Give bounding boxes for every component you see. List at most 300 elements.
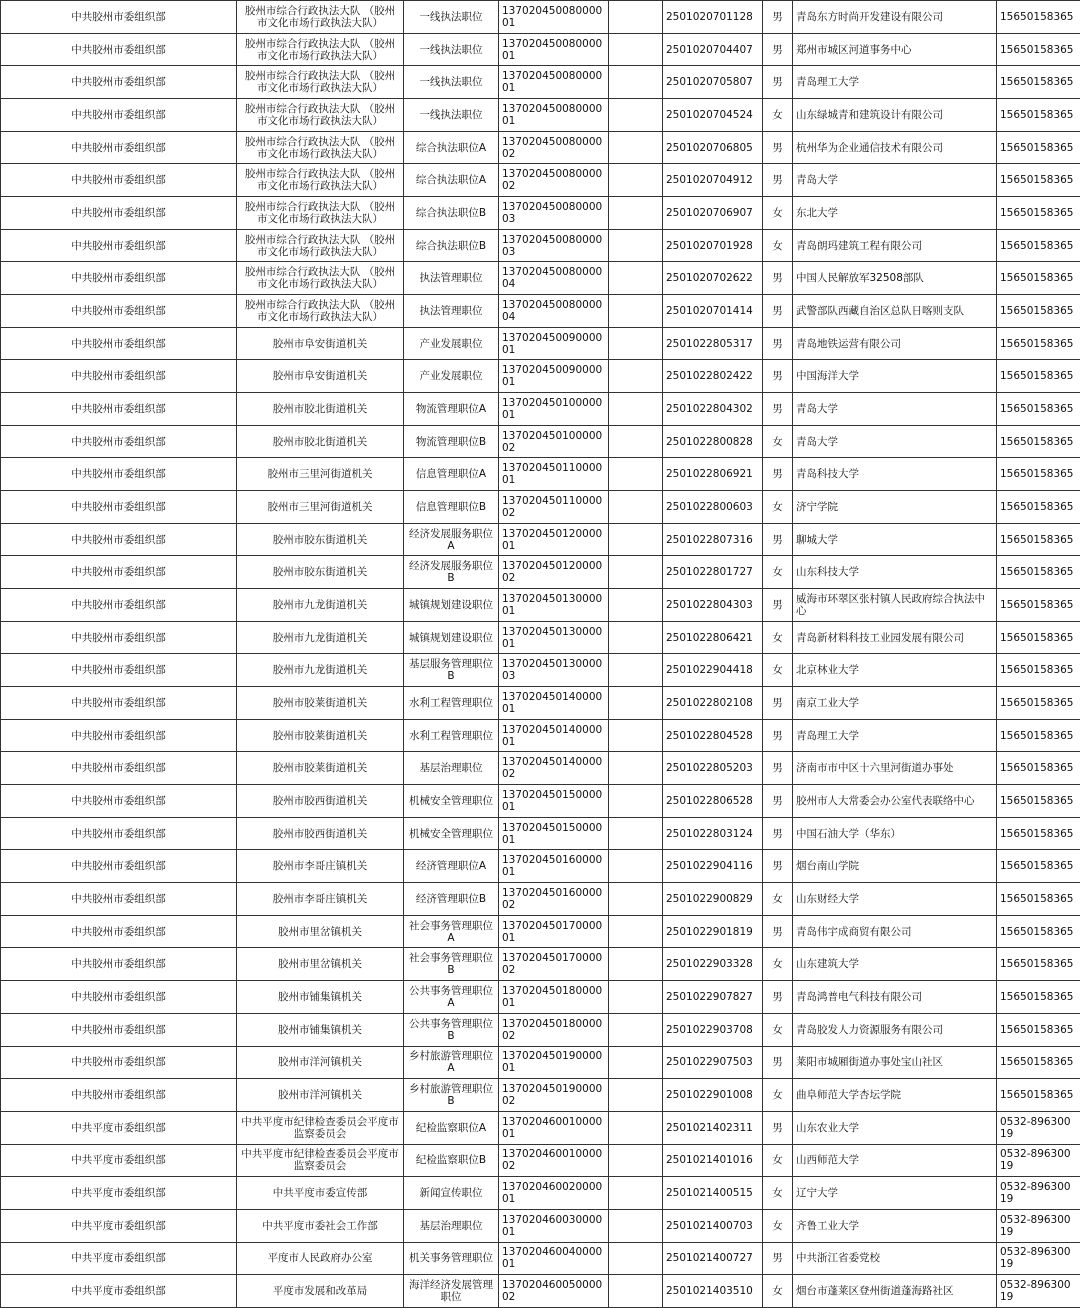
hiring-unit-cell: 中共平度市纪律检查委员会平度市监察委员会 <box>237 1144 404 1177</box>
position-name-cell: 一线执法职位 <box>404 33 499 66</box>
blank-cell <box>609 850 663 883</box>
table-row <box>1 621 1080 654</box>
table-row <box>1 654 1080 687</box>
position-name-cell: 社会事务管理职位B <box>404 948 499 981</box>
blank-cell <box>609 621 663 654</box>
hiring-unit-cell: 平度市发展和改革局 <box>237 1275 404 1308</box>
position-code-cell: 13702045019000002 <box>499 1079 609 1112</box>
phone-cell: 0532-89630019 <box>997 1111 1080 1144</box>
hiring-unit-cell: 中共平度市纪律检查委员会平度市监察委员会 <box>237 1111 404 1144</box>
gender-cell: 男 <box>763 915 793 948</box>
exam-id-cell: 2501020704407 <box>663 33 763 66</box>
position-name-cell: 一线执法职位 <box>404 66 499 99</box>
position-name-cell: 公共事务管理职位A <box>404 981 499 1014</box>
table-row <box>1 491 1080 524</box>
phone-cell: 15650158365 <box>997 785 1080 818</box>
recruiting-org-cell: 中共胶州市委组织部 <box>1 850 237 883</box>
recruiting-org-cell: 中共胶州市委组织部 <box>1 425 237 458</box>
blank-cell <box>609 589 663 622</box>
position-name-cell: 信息管理职位A <box>404 458 499 491</box>
position-code-cell: 13702046001000001 <box>499 1111 609 1144</box>
table-row <box>1 719 1080 752</box>
blank-cell <box>609 393 663 426</box>
table-row <box>1 948 1080 981</box>
recruiting-org-cell: 中共胶州市委组织部 <box>1 523 237 556</box>
gender-cell: 女 <box>763 99 793 132</box>
recruiting-org-cell: 中共胶州市委组织部 <box>1 785 237 818</box>
exam-id-cell: 2501022907827 <box>663 981 763 1014</box>
position-code-cell: 13702045012000001 <box>499 523 609 556</box>
phone-cell: 0532-89630019 <box>997 1275 1080 1308</box>
gender-cell: 女 <box>763 654 793 687</box>
recruiting-org-cell: 中共平度市委组织部 <box>1 1144 237 1177</box>
table-row <box>1 360 1080 393</box>
blank-cell <box>609 1013 663 1046</box>
school-employer-cell: 青岛胶发人力资源服务有限公司 <box>793 1013 997 1046</box>
phone-cell: 15650158365 <box>997 589 1080 622</box>
position-name-cell: 综合执法职位A <box>404 131 499 164</box>
gender-cell: 男 <box>763 589 793 622</box>
position-code-cell: 13702045013000001 <box>499 589 609 622</box>
school-employer-cell: 中国石油大学（华东） <box>793 817 997 850</box>
hiring-unit-cell: 胶州市综合行政执法大队 （胶州市文化市场行政执法大队） <box>237 295 404 328</box>
blank-cell <box>609 654 663 687</box>
exam-id-cell: 2501021400703 <box>663 1209 763 1242</box>
blank-cell <box>609 981 663 1014</box>
exam-id-cell: 2501022803124 <box>663 817 763 850</box>
recruiting-org-cell: 中共胶州市委组织部 <box>1 393 237 426</box>
gender-cell: 女 <box>763 1177 793 1210</box>
gender-cell: 男 <box>763 33 793 66</box>
exam-id-cell: 2501021400727 <box>663 1242 763 1275</box>
blank-cell <box>609 458 663 491</box>
hiring-unit-cell: 胶州市胶西街道机关 <box>237 785 404 818</box>
table-row <box>1 883 1080 916</box>
recruiting-org-cell: 中共胶州市委组织部 <box>1 458 237 491</box>
blank-cell <box>609 948 663 981</box>
position-code-cell: 13702045010000001 <box>499 393 609 426</box>
gender-cell: 女 <box>763 1144 793 1177</box>
table-row <box>1 1111 1080 1144</box>
hiring-unit-cell: 胶州市综合行政执法大队 （胶州市文化市场行政执法大队） <box>237 99 404 132</box>
gender-cell: 男 <box>763 1046 793 1079</box>
table-row <box>1 1177 1080 1210</box>
gender-cell: 男 <box>763 850 793 883</box>
hiring-unit-cell: 胶州市综合行政执法大队 （胶州市文化市场行政执法大队） <box>237 229 404 262</box>
recruiting-org-cell: 中共胶州市委组织部 <box>1 654 237 687</box>
position-code-cell: 13702045008000001 <box>499 33 609 66</box>
phone-cell: 15650158365 <box>997 850 1080 883</box>
blank-cell <box>609 1209 663 1242</box>
position-name-cell: 水利工程管理职位 <box>404 687 499 720</box>
gender-cell: 男 <box>763 295 793 328</box>
position-name-cell: 综合执法职位B <box>404 229 499 262</box>
hiring-unit-cell: 胶州市洋河镇机关 <box>237 1046 404 1079</box>
position-name-cell: 机械安全管理职位 <box>404 785 499 818</box>
gender-cell: 女 <box>763 1275 793 1308</box>
school-employer-cell: 曲阜师范大学杏坛学院 <box>793 1079 997 1112</box>
table-row <box>1 981 1080 1014</box>
table-row <box>1 1 1080 34</box>
school-employer-cell: 威海市环翠区张村镇人民政府综合执法中心 <box>793 589 997 622</box>
position-name-cell: 社会事务管理职位A <box>404 915 499 948</box>
position-name-cell: 纪检监察职位A <box>404 1111 499 1144</box>
position-name-cell: 机械安全管理职位 <box>404 817 499 850</box>
position-code-cell: 13702045009000001 <box>499 360 609 393</box>
hiring-unit-cell: 胶州市阜安街道机关 <box>237 327 404 360</box>
school-employer-cell: 山东建筑大学 <box>793 948 997 981</box>
school-employer-cell: 济宁学院 <box>793 491 997 524</box>
position-code-cell: 13702045008000004 <box>499 295 609 328</box>
blank-cell <box>609 785 663 818</box>
gender-cell: 男 <box>763 817 793 850</box>
phone-cell: 15650158365 <box>997 981 1080 1014</box>
table-row <box>1 687 1080 720</box>
exam-id-cell: 2501020702622 <box>663 262 763 295</box>
phone-cell: 15650158365 <box>997 817 1080 850</box>
gender-cell: 女 <box>763 425 793 458</box>
position-name-cell: 水利工程管理职位 <box>404 719 499 752</box>
phone-cell: 15650158365 <box>997 1013 1080 1046</box>
recruiting-org-cell: 中共平度市委组织部 <box>1 1209 237 1242</box>
blank-cell <box>609 523 663 556</box>
school-employer-cell: 青岛大学 <box>793 164 997 197</box>
phone-cell: 15650158365 <box>997 1079 1080 1112</box>
blank-cell <box>609 425 663 458</box>
school-employer-cell: 胶州市人大常委会办公室代表联络中心 <box>793 785 997 818</box>
table-row <box>1 752 1080 785</box>
hiring-unit-cell: 胶州市胶北街道机关 <box>237 425 404 458</box>
school-employer-cell: 山西师范大学 <box>793 1144 997 1177</box>
position-code-cell: 13702045013000003 <box>499 654 609 687</box>
school-employer-cell: 青岛大学 <box>793 425 997 458</box>
school-employer-cell: 中国人民解放军32508部队 <box>793 262 997 295</box>
recruiting-org-cell: 中共胶州市委组织部 <box>1 719 237 752</box>
hiring-unit-cell: 胶州市李哥庄镇机关 <box>237 883 404 916</box>
recruiting-org-cell: 中共胶州市委组织部 <box>1 1 237 34</box>
position-name-cell: 执法管理职位 <box>404 262 499 295</box>
recruiting-org-cell: 中共平度市委组织部 <box>1 1242 237 1275</box>
position-code-cell: 13702045017000001 <box>499 915 609 948</box>
exam-id-cell: 2501022802422 <box>663 360 763 393</box>
recruiting-org-cell: 中共胶州市委组织部 <box>1 915 237 948</box>
exam-id-cell: 2501022904418 <box>663 654 763 687</box>
phone-cell: 15650158365 <box>997 948 1080 981</box>
hiring-unit-cell: 胶州市铺集镇机关 <box>237 981 404 1014</box>
phone-cell: 15650158365 <box>997 197 1080 230</box>
position-name-cell: 乡村旅游管理职位A <box>404 1046 499 1079</box>
table-row <box>1 164 1080 197</box>
blank-cell <box>609 1046 663 1079</box>
gender-cell: 男 <box>763 131 793 164</box>
table-row <box>1 556 1080 589</box>
table-row <box>1 393 1080 426</box>
blank-cell <box>609 883 663 916</box>
hiring-unit-cell: 胶州市综合行政执法大队 （胶州市文化市场行政执法大队） <box>237 1 404 34</box>
blank-cell <box>609 915 663 948</box>
hiring-unit-cell: 胶州市综合行政执法大队 （胶州市文化市场行政执法大队） <box>237 164 404 197</box>
position-name-cell: 一线执法职位 <box>404 99 499 132</box>
table-body <box>1 1 1080 1308</box>
recruiting-org-cell: 中共胶州市委组织部 <box>1 883 237 916</box>
exam-id-cell: 2501021400515 <box>663 1177 763 1210</box>
position-code-cell: 13702046003000001 <box>499 1209 609 1242</box>
school-employer-cell: 东北大学 <box>793 197 997 230</box>
recruiting-org-cell: 中共胶州市委组织部 <box>1 33 237 66</box>
position-name-cell: 产业发展职位 <box>404 360 499 393</box>
position-name-cell: 经济管理职位B <box>404 883 499 916</box>
school-employer-cell: 郑州市城区河道事务中心 <box>793 33 997 66</box>
position-name-cell: 经济发展服务职位A <box>404 523 499 556</box>
position-code-cell: 13702045018000001 <box>499 981 609 1014</box>
exam-id-cell: 2501022903328 <box>663 948 763 981</box>
position-code-cell: 13702045008000002 <box>499 131 609 164</box>
table-row <box>1 262 1080 295</box>
exam-id-cell: 2501020706907 <box>663 197 763 230</box>
recruiting-org-cell: 中共胶州市委组织部 <box>1 948 237 981</box>
school-employer-cell: 烟台市蓬莱区登州街道蓬海路社区 <box>793 1275 997 1308</box>
blank-cell <box>609 1275 663 1308</box>
gender-cell: 女 <box>763 556 793 589</box>
gender-cell: 女 <box>763 229 793 262</box>
position-code-cell: 13702045011000002 <box>499 491 609 524</box>
position-code-cell: 13702046001000002 <box>499 1144 609 1177</box>
position-name-cell: 综合执法职位A <box>404 164 499 197</box>
gender-cell: 男 <box>763 66 793 99</box>
gender-cell: 男 <box>763 164 793 197</box>
position-code-cell: 13702045008000001 <box>499 1 609 34</box>
recruiting-org-cell: 中共胶州市委组织部 <box>1 262 237 295</box>
gender-cell: 女 <box>763 1013 793 1046</box>
hiring-unit-cell: 胶州市九龙街道机关 <box>237 621 404 654</box>
blank-cell <box>609 817 663 850</box>
blank-cell <box>609 1144 663 1177</box>
gender-cell: 女 <box>763 197 793 230</box>
phone-cell: 15650158365 <box>997 883 1080 916</box>
table-row <box>1 817 1080 850</box>
gender-cell: 男 <box>763 262 793 295</box>
position-name-cell: 物流管理职位B <box>404 425 499 458</box>
phone-cell: 15650158365 <box>997 425 1080 458</box>
position-name-cell: 城镇规划建设职位 <box>404 621 499 654</box>
recruiting-org-cell: 中共胶州市委组织部 <box>1 687 237 720</box>
phone-cell: 15650158365 <box>997 360 1080 393</box>
hiring-unit-cell: 平度市人民政府办公室 <box>237 1242 404 1275</box>
school-employer-cell: 山东财经大学 <box>793 883 997 916</box>
blank-cell <box>609 1 663 34</box>
hiring-unit-cell: 胶州市阜安街道机关 <box>237 360 404 393</box>
gender-cell: 男 <box>763 1242 793 1275</box>
position-name-cell: 机关事务管理职位 <box>404 1242 499 1275</box>
phone-cell: 15650158365 <box>997 491 1080 524</box>
position-name-cell: 一线执法职位 <box>404 1 499 34</box>
hiring-unit-cell: 胶州市李哥庄镇机关 <box>237 850 404 883</box>
hiring-unit-cell: 胶州市里岔镇机关 <box>237 948 404 981</box>
blank-cell <box>609 66 663 99</box>
exam-id-cell: 2501022805317 <box>663 327 763 360</box>
position-code-cell: 13702045012000002 <box>499 556 609 589</box>
table-row <box>1 458 1080 491</box>
recruiting-org-cell: 中共胶州市委组织部 <box>1 229 237 262</box>
hiring-unit-cell: 胶州市三里河街道机关 <box>237 458 404 491</box>
hiring-unit-cell: 胶州市胶莱街道机关 <box>237 719 404 752</box>
phone-cell: 15650158365 <box>997 915 1080 948</box>
phone-cell: 15650158365 <box>997 295 1080 328</box>
phone-cell: 15650158365 <box>997 393 1080 426</box>
hiring-unit-cell: 胶州市三里河街道机关 <box>237 491 404 524</box>
blank-cell <box>609 197 663 230</box>
exam-id-cell: 2501022901008 <box>663 1079 763 1112</box>
blank-cell <box>609 1079 663 1112</box>
phone-cell: 0532-89630019 <box>997 1242 1080 1275</box>
position-name-cell: 城镇规划建设职位 <box>404 589 499 622</box>
hiring-unit-cell: 胶州市胶莱街道机关 <box>237 752 404 785</box>
hiring-unit-cell: 胶州市胶莱街道机关 <box>237 687 404 720</box>
position-code-cell: 13702045014000002 <box>499 752 609 785</box>
phone-cell: 0532-89630019 <box>997 1209 1080 1242</box>
gender-cell: 男 <box>763 393 793 426</box>
phone-cell: 15650158365 <box>997 229 1080 262</box>
table-row <box>1 1275 1080 1308</box>
recruiting-org-cell: 中共平度市委组织部 <box>1 1177 237 1210</box>
table-row <box>1 327 1080 360</box>
table-row <box>1 850 1080 883</box>
gender-cell: 女 <box>763 621 793 654</box>
school-employer-cell: 青岛新材料科技工业园发展有限公司 <box>793 621 997 654</box>
recruiting-org-cell: 中共平度市委组织部 <box>1 1275 237 1308</box>
table-row <box>1 915 1080 948</box>
position-name-cell: 经济管理职位A <box>404 850 499 883</box>
blank-cell <box>609 1177 663 1210</box>
exam-id-cell: 2501022800603 <box>663 491 763 524</box>
hiring-unit-cell: 胶州市胶东街道机关 <box>237 523 404 556</box>
hiring-unit-cell: 胶州市洋河镇机关 <box>237 1079 404 1112</box>
recruiting-org-cell: 中共胶州市委组织部 <box>1 1079 237 1112</box>
school-employer-cell: 青岛东方时尚开发建设有限公司 <box>793 1 997 34</box>
exam-id-cell: 2501020704912 <box>663 164 763 197</box>
gender-cell: 男 <box>763 1 793 34</box>
hiring-unit-cell: 胶州市综合行政执法大队 （胶州市文化市场行政执法大队） <box>237 262 404 295</box>
gender-cell: 男 <box>763 752 793 785</box>
exam-id-cell: 2501021402311 <box>663 1111 763 1144</box>
school-employer-cell: 青岛理工大学 <box>793 66 997 99</box>
blank-cell <box>609 33 663 66</box>
position-code-cell: 13702045017000002 <box>499 948 609 981</box>
table-row <box>1 425 1080 458</box>
position-code-cell: 13702045014000001 <box>499 687 609 720</box>
blank-cell <box>609 360 663 393</box>
hiring-unit-cell: 胶州市胶西街道机关 <box>237 817 404 850</box>
blank-cell <box>609 295 663 328</box>
table-row <box>1 785 1080 818</box>
position-code-cell: 13702045018000002 <box>499 1013 609 1046</box>
table-row <box>1 33 1080 66</box>
school-employer-cell: 辽宁大学 <box>793 1177 997 1210</box>
position-code-cell: 13702046004000001 <box>499 1242 609 1275</box>
exam-id-cell: 2501022900829 <box>663 883 763 916</box>
phone-cell: 15650158365 <box>997 752 1080 785</box>
gender-cell: 男 <box>763 327 793 360</box>
blank-cell <box>609 491 663 524</box>
gender-cell: 男 <box>763 523 793 556</box>
position-name-cell: 综合执法职位B <box>404 197 499 230</box>
phone-cell: 15650158365 <box>997 1046 1080 1079</box>
blank-cell <box>609 327 663 360</box>
position-name-cell: 乡村旅游管理职位B <box>404 1079 499 1112</box>
position-name-cell: 执法管理职位 <box>404 295 499 328</box>
blank-cell <box>609 131 663 164</box>
school-employer-cell: 南京工业大学 <box>793 687 997 720</box>
hiring-unit-cell: 胶州市九龙街道机关 <box>237 654 404 687</box>
position-code-cell: 13702045019000001 <box>499 1046 609 1079</box>
school-employer-cell: 青岛鸿普电气科技有限公司 <box>793 981 997 1014</box>
position-code-cell: 13702045015000001 <box>499 817 609 850</box>
table-row <box>1 1079 1080 1112</box>
exam-id-cell: 2501022804302 <box>663 393 763 426</box>
position-name-cell: 经济发展服务职位B <box>404 556 499 589</box>
recruiting-org-cell: 中共胶州市委组织部 <box>1 752 237 785</box>
exam-id-cell: 2501022804303 <box>663 589 763 622</box>
blank-cell <box>609 1242 663 1275</box>
recruiting-org-cell: 中共胶州市委组织部 <box>1 621 237 654</box>
exam-id-cell: 2501020701414 <box>663 295 763 328</box>
position-code-cell: 13702045011000001 <box>499 458 609 491</box>
phone-cell: 15650158365 <box>997 458 1080 491</box>
gender-cell: 女 <box>763 1209 793 1242</box>
position-code-cell: 13702045008000004 <box>499 262 609 295</box>
phone-cell: 15650158365 <box>997 1 1080 34</box>
exam-id-cell: 2501022806421 <box>663 621 763 654</box>
position-code-cell: 13702045008000001 <box>499 66 609 99</box>
table-row <box>1 1209 1080 1242</box>
gender-cell: 男 <box>763 1111 793 1144</box>
school-employer-cell: 青岛伟宇成商贸有限公司 <box>793 915 997 948</box>
recruiting-org-cell: 中共胶州市委组织部 <box>1 1013 237 1046</box>
gender-cell: 男 <box>763 360 793 393</box>
exam-id-cell: 2501020706805 <box>663 131 763 164</box>
table-row <box>1 1242 1080 1275</box>
table-row <box>1 523 1080 556</box>
phone-cell: 15650158365 <box>997 327 1080 360</box>
gender-cell: 男 <box>763 981 793 1014</box>
hiring-unit-cell: 胶州市综合行政执法大队 （胶州市文化市场行政执法大队） <box>237 197 404 230</box>
phone-cell: 0532-89630019 <box>997 1144 1080 1177</box>
school-employer-cell: 聊城大学 <box>793 523 997 556</box>
school-employer-cell: 杭州华为企业通信技术有限公司 <box>793 131 997 164</box>
phone-cell: 15650158365 <box>997 99 1080 132</box>
hiring-unit-cell: 中共平度市委社会工作部 <box>237 1209 404 1242</box>
recruiting-org-cell: 中共胶州市委组织部 <box>1 164 237 197</box>
blank-cell <box>609 99 663 132</box>
exam-id-cell: 2501022904116 <box>663 850 763 883</box>
exam-id-cell: 2501022907503 <box>663 1046 763 1079</box>
exam-id-cell: 2501022807316 <box>663 523 763 556</box>
school-employer-cell: 山东绿城青和建筑设计有限公司 <box>793 99 997 132</box>
table-row <box>1 1046 1080 1079</box>
position-name-cell: 基层治理职位 <box>404 752 499 785</box>
exam-id-cell: 2501020704524 <box>663 99 763 132</box>
recruiting-org-cell: 中共胶州市委组织部 <box>1 589 237 622</box>
position-code-cell: 13702045014000001 <box>499 719 609 752</box>
school-employer-cell: 中共浙江省委党校 <box>793 1242 997 1275</box>
exam-id-cell: 2501020701128 <box>663 1 763 34</box>
exam-id-cell: 2501020705807 <box>663 66 763 99</box>
blank-cell <box>609 556 663 589</box>
recruiting-org-cell: 中共胶州市委组织部 <box>1 981 237 1014</box>
blank-cell <box>609 719 663 752</box>
position-name-cell: 基层治理职位 <box>404 1209 499 1242</box>
recruiting-org-cell: 中共胶州市委组织部 <box>1 131 237 164</box>
